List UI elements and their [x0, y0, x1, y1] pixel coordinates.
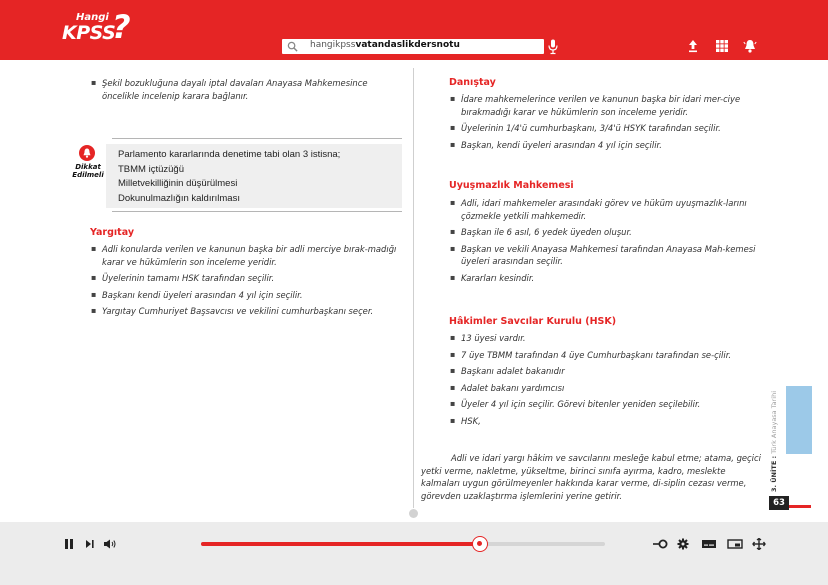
progress-knob[interactable]: [472, 536, 488, 552]
note-line: TBMM içtüzüğü: [118, 163, 184, 175]
list-item: ▪ Şekil bozukluğuna dayalı iptal davaları Anayasa Mahkemesince öncelikle incelenip karara bağlanır.: [90, 77, 406, 102]
progress-track[interactable]: [201, 542, 605, 546]
section-title-danistay: Danıştay: [449, 77, 496, 88]
note-line: Milletvekilliğinin düşürülmesi: [118, 178, 238, 189]
search-icon[interactable]: [287, 41, 298, 52]
unit-label: [770, 382, 782, 492]
list-item: ▪ Başkanı kendi üyeleri arasından 4 yıl için seçilir.: [90, 289, 406, 302]
note-line: Parlamento kararlarında denetime tabi olan 3 istisna;: [118, 149, 341, 160]
search-query-bold: vatandaslikdersnotu: [355, 40, 460, 50]
logo-question-mark: ?: [112, 8, 131, 46]
note-bottom-rule: [112, 211, 402, 212]
list-item: ▪ İdare mahkemelerince verilen ve kanunun başka bir idari mer-ciye bırakmadığı karar ve hükümlerin son inceleme yeridir.: [449, 93, 759, 118]
search-box[interactable]: [282, 39, 544, 54]
subtitles-icon[interactable]: [701, 538, 717, 550]
unit-number: 3. ÜNİTE :: [770, 455, 778, 492]
settings-icon[interactable]: [677, 538, 689, 550]
note-badge-line1: Dikkat: [75, 163, 101, 171]
upload-icon[interactable]: [686, 38, 700, 54]
logo-big-text: KPSS: [62, 22, 116, 44]
section-title-yargitay: Yargıtay: [90, 227, 135, 238]
intro-list: [90, 77, 406, 106]
speed-icon[interactable]: [652, 538, 668, 550]
hsk-paragraph: Adli ve idari yargı hâkim ve savcılarını mesleğe kabul etme; atama, geçici yetki verme, nakletme, yükseltme, birinci sınıfa ayırma, kadro, meslekte kalmaları uygun görülmeyenler hakkında karar verme, di-siplin cezası verme, görevden uzaklaştırma işlemlerini yerine getirir.: [421, 453, 761, 501]
column-divider: [413, 68, 414, 508]
divider-handle[interactable]: [409, 509, 418, 518]
section-title-hsk: Hâkimler Savcılar Kurulu (HSK): [449, 316, 617, 327]
page-number-accent: [789, 505, 811, 508]
hsk-list: [449, 332, 759, 431]
unit-subject: Türk Anayasa Tarihi: [770, 390, 778, 454]
bell-alert-icon: [79, 145, 95, 161]
search-query-prefix: hangikpss: [310, 40, 356, 50]
note-box: [106, 144, 402, 208]
fullscreen-icon[interactable]: [752, 538, 766, 550]
uyusmazlik-list: [449, 197, 759, 288]
next-icon[interactable]: [85, 538, 95, 550]
book-page: [0, 60, 828, 522]
list-item: ▪ Adli konularda verilen ve kanunun başka bir adli merciye bırak-madığı karar ve hükümlerin son inceleme yeridir.: [90, 243, 406, 268]
progress-fill: [201, 542, 480, 546]
pause-icon[interactable]: [64, 538, 74, 550]
danistay-list: [449, 93, 759, 155]
list-item: ▪ Başkan, kendi üyeleri arasından 4 yıl için seçilir.: [449, 139, 759, 152]
list-item: ▪ 7 üye TBMM tarafından 4 üye Cumhurbaşkanı tarafından se-çilir.: [449, 349, 759, 362]
list-item: ▪ Başkan ve vekili Anayasa Mahkemesi tarafından Anayasa Mah-kemesi üyeleri arasından seçilir.: [449, 243, 759, 268]
search-input[interactable]: [310, 40, 460, 50]
logo-small-text: Hangi: [76, 12, 109, 23]
top-bar: [0, 0, 828, 60]
list-item: ▪ Üyelerinin tamamı HSK tarafından seçilir.: [90, 272, 406, 285]
list-item: ▪ Yargıtay Cumhuriyet Başsavcısı ve vekilini cumhurbaşkanı seçer.: [90, 305, 406, 318]
unit-label-text: [770, 382, 778, 492]
volume-icon[interactable]: [103, 538, 117, 550]
note-top-rule: [112, 138, 402, 139]
list-item: ▪ Kararları kesindir.: [449, 272, 759, 285]
list-item: ▪ Adli, idari mahkemeler arasındaki görev ve hüküm uyuşmazlık-larını çözmekle yetkili mahkemedir.: [449, 197, 759, 222]
grid-icon[interactable]: [715, 38, 729, 54]
list-item: ▪ Adalet bakanı yardımcısı: [449, 382, 759, 395]
section-title-uyusmazlik: Uyuşmazlık Mahkemesi: [449, 180, 574, 191]
list-item: ▪ Üyeler 4 yıl için seçilir. Görevi bitenler yeniden seçilebilir.: [449, 398, 759, 411]
microphone-icon[interactable]: [548, 39, 558, 55]
yargitay-list: [90, 243, 406, 322]
note-line: Dokunulmazlığın kaldırılması: [118, 192, 240, 204]
bell-icon[interactable]: [743, 38, 757, 54]
pip-icon[interactable]: [727, 538, 743, 550]
note-badge-line2: Edilmeli: [72, 171, 104, 179]
page-number: 63: [769, 496, 789, 510]
unit-tab: [786, 386, 812, 454]
warning-icon: [79, 145, 95, 161]
list-item: ▪ Başkan ile 6 asıl, 6 yedek üyeden oluşur.: [449, 226, 759, 239]
note-badge: [72, 163, 104, 179]
media-player: [0, 522, 828, 585]
list-item: ▪ 13 üyesi vardır.: [449, 332, 759, 345]
list-item: ▪ Başkanı adalet bakanıdır: [449, 365, 759, 378]
list-item: ▪ HSK,: [449, 415, 759, 428]
list-item: ▪ Üyelerinin 1/4'ü cumhurbaşkanı, 3/4'ü HSYK tarafından seçilir.: [449, 122, 759, 135]
